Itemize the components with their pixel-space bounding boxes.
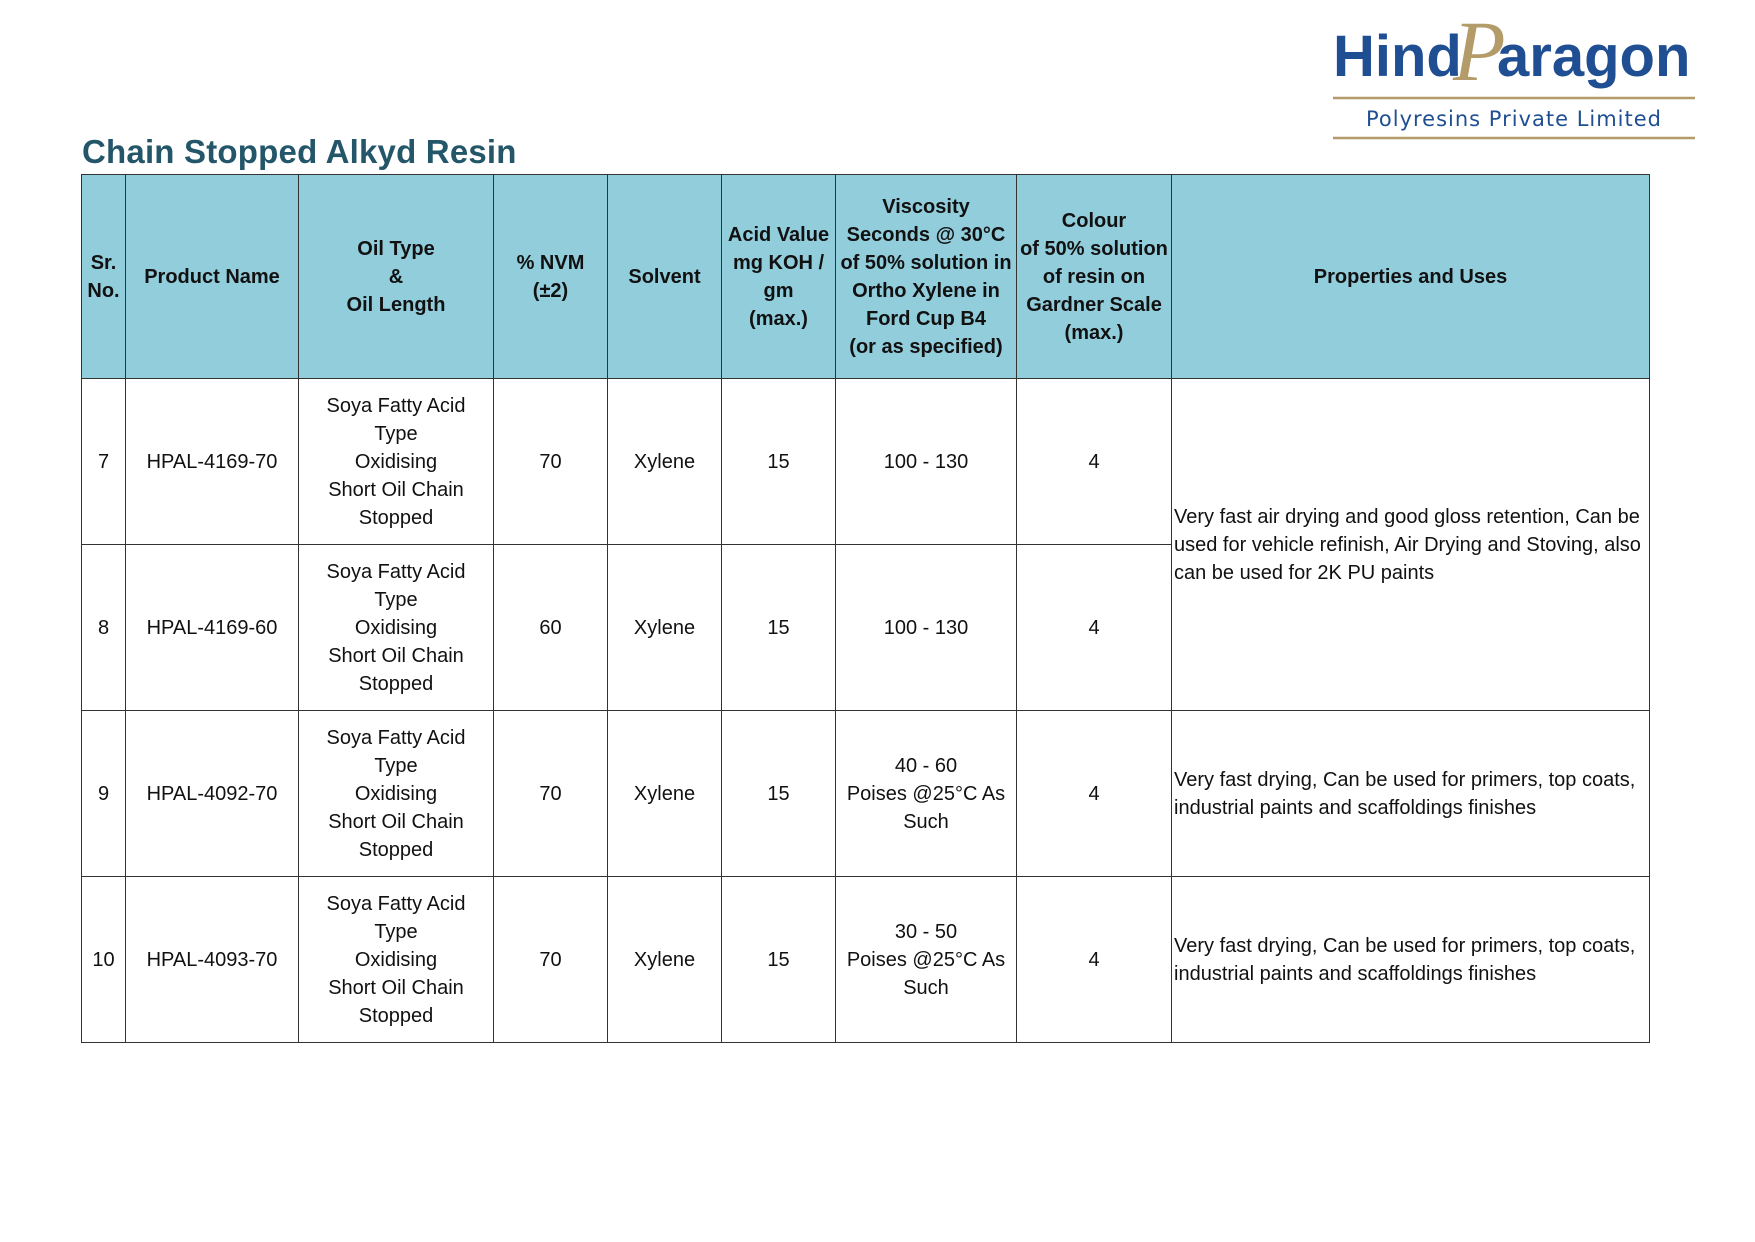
header-oil-type: Oil Type & Oil Length <box>299 175 494 379</box>
cell-product-name: HPAL-4092-70 <box>126 711 299 877</box>
header-solvent: Solvent <box>608 175 722 379</box>
cell-colour: 4 <box>1017 711 1172 877</box>
company-logo <box>1325 8 1705 143</box>
cell-viscosity: 40 - 60 Poises @25°C As Such <box>836 711 1017 877</box>
table-header <box>82 175 1650 379</box>
cell-nvm: 70 <box>494 379 608 545</box>
cell-nvm: 70 <box>494 877 608 1043</box>
cell-sr-no: 8 <box>82 545 126 711</box>
cell-acid-value: 15 <box>722 545 836 711</box>
logo-tagline: Polyresins Private Limited <box>1365 107 1663 131</box>
cell-nvm: 60 <box>494 545 608 711</box>
table-row <box>82 711 1650 877</box>
cell-properties: Very fast drying, Can be used for primers, top coats, industrial paints and scaffoldings finishes <box>1172 877 1650 1043</box>
header-nvm: % NVM (±2) <box>494 175 608 379</box>
cell-colour: 4 <box>1017 379 1172 545</box>
cell-solvent: Xylene <box>608 545 722 711</box>
cell-colour: 4 <box>1017 545 1172 711</box>
cell-solvent: Xylene <box>608 379 722 545</box>
cell-solvent: Xylene <box>608 711 722 877</box>
resin-spec-table <box>81 174 1650 1043</box>
header-viscosity: Viscosity Seconds @ 30°C of 50% solution in Ortho Xylene in Ford Cup B4 (or as specified) <box>836 175 1017 379</box>
page-title: Chain Stopped Alkyd Resin <box>82 133 517 170</box>
header-product-name: Product Name <box>126 175 299 379</box>
header-colour: Colour of 50% solution of resin on Gardner Scale (max.) <box>1017 175 1172 379</box>
cell-product-name: HPAL-4169-70 <box>126 379 299 545</box>
table-row <box>82 877 1650 1043</box>
cell-properties: Very fast air drying and good gloss retention, Can be used for vehicle refinish, Air Drying and Stoving, also can be used for 2K PU paints <box>1172 379 1650 711</box>
cell-properties: Very fast drying, Can be used for primers, top coats, industrial paints and scaffoldings finishes <box>1172 711 1650 877</box>
cell-nvm: 70 <box>494 711 608 877</box>
company-logo-graphic <box>1325 8 1705 143</box>
table-body <box>82 379 1650 1043</box>
cell-oil-type: Soya Fatty Acid Type Oxidising Short Oil Chain Stopped <box>299 379 494 545</box>
cell-sr-no: 10 <box>82 877 126 1043</box>
cell-oil-type: Soya Fatty Acid Type Oxidising Short Oil Chain Stopped <box>299 877 494 1043</box>
table-row <box>82 379 1650 545</box>
header-properties: Properties and Uses <box>1172 175 1650 379</box>
header-row <box>82 175 1650 379</box>
cell-oil-type: Soya Fatty Acid Type Oxidising Short Oil Chain Stopped <box>299 711 494 877</box>
cell-viscosity: 100 - 130 <box>836 379 1017 545</box>
cell-sr-no: 9 <box>82 711 126 877</box>
cell-sr-no: 7 <box>82 379 126 545</box>
cell-viscosity: 30 - 50 Poises @25°C As Such <box>836 877 1017 1043</box>
cell-colour: 4 <box>1017 877 1172 1043</box>
header-acid-value: Acid Value mg KOH / gm (max.) <box>722 175 836 379</box>
cell-product-name: HPAL-4169-60 <box>126 545 299 711</box>
cell-acid-value: 15 <box>722 379 836 545</box>
cell-oil-type: Soya Fatty Acid Type Oxidising Short Oil Chain Stopped <box>299 545 494 711</box>
cell-acid-value: 15 <box>722 877 836 1043</box>
cell-solvent: Xylene <box>608 877 722 1043</box>
cell-acid-value: 15 <box>722 711 836 877</box>
logo-initial-p: P <box>1453 8 1506 99</box>
header-sr-no: Sr. No. <box>82 175 126 379</box>
logo-word-aragon: aragon <box>1497 24 1691 89</box>
cell-product-name: HPAL-4093-70 <box>126 877 299 1043</box>
cell-viscosity: 100 - 130 <box>836 545 1017 711</box>
logo-word-hind: Hind <box>1333 24 1462 89</box>
